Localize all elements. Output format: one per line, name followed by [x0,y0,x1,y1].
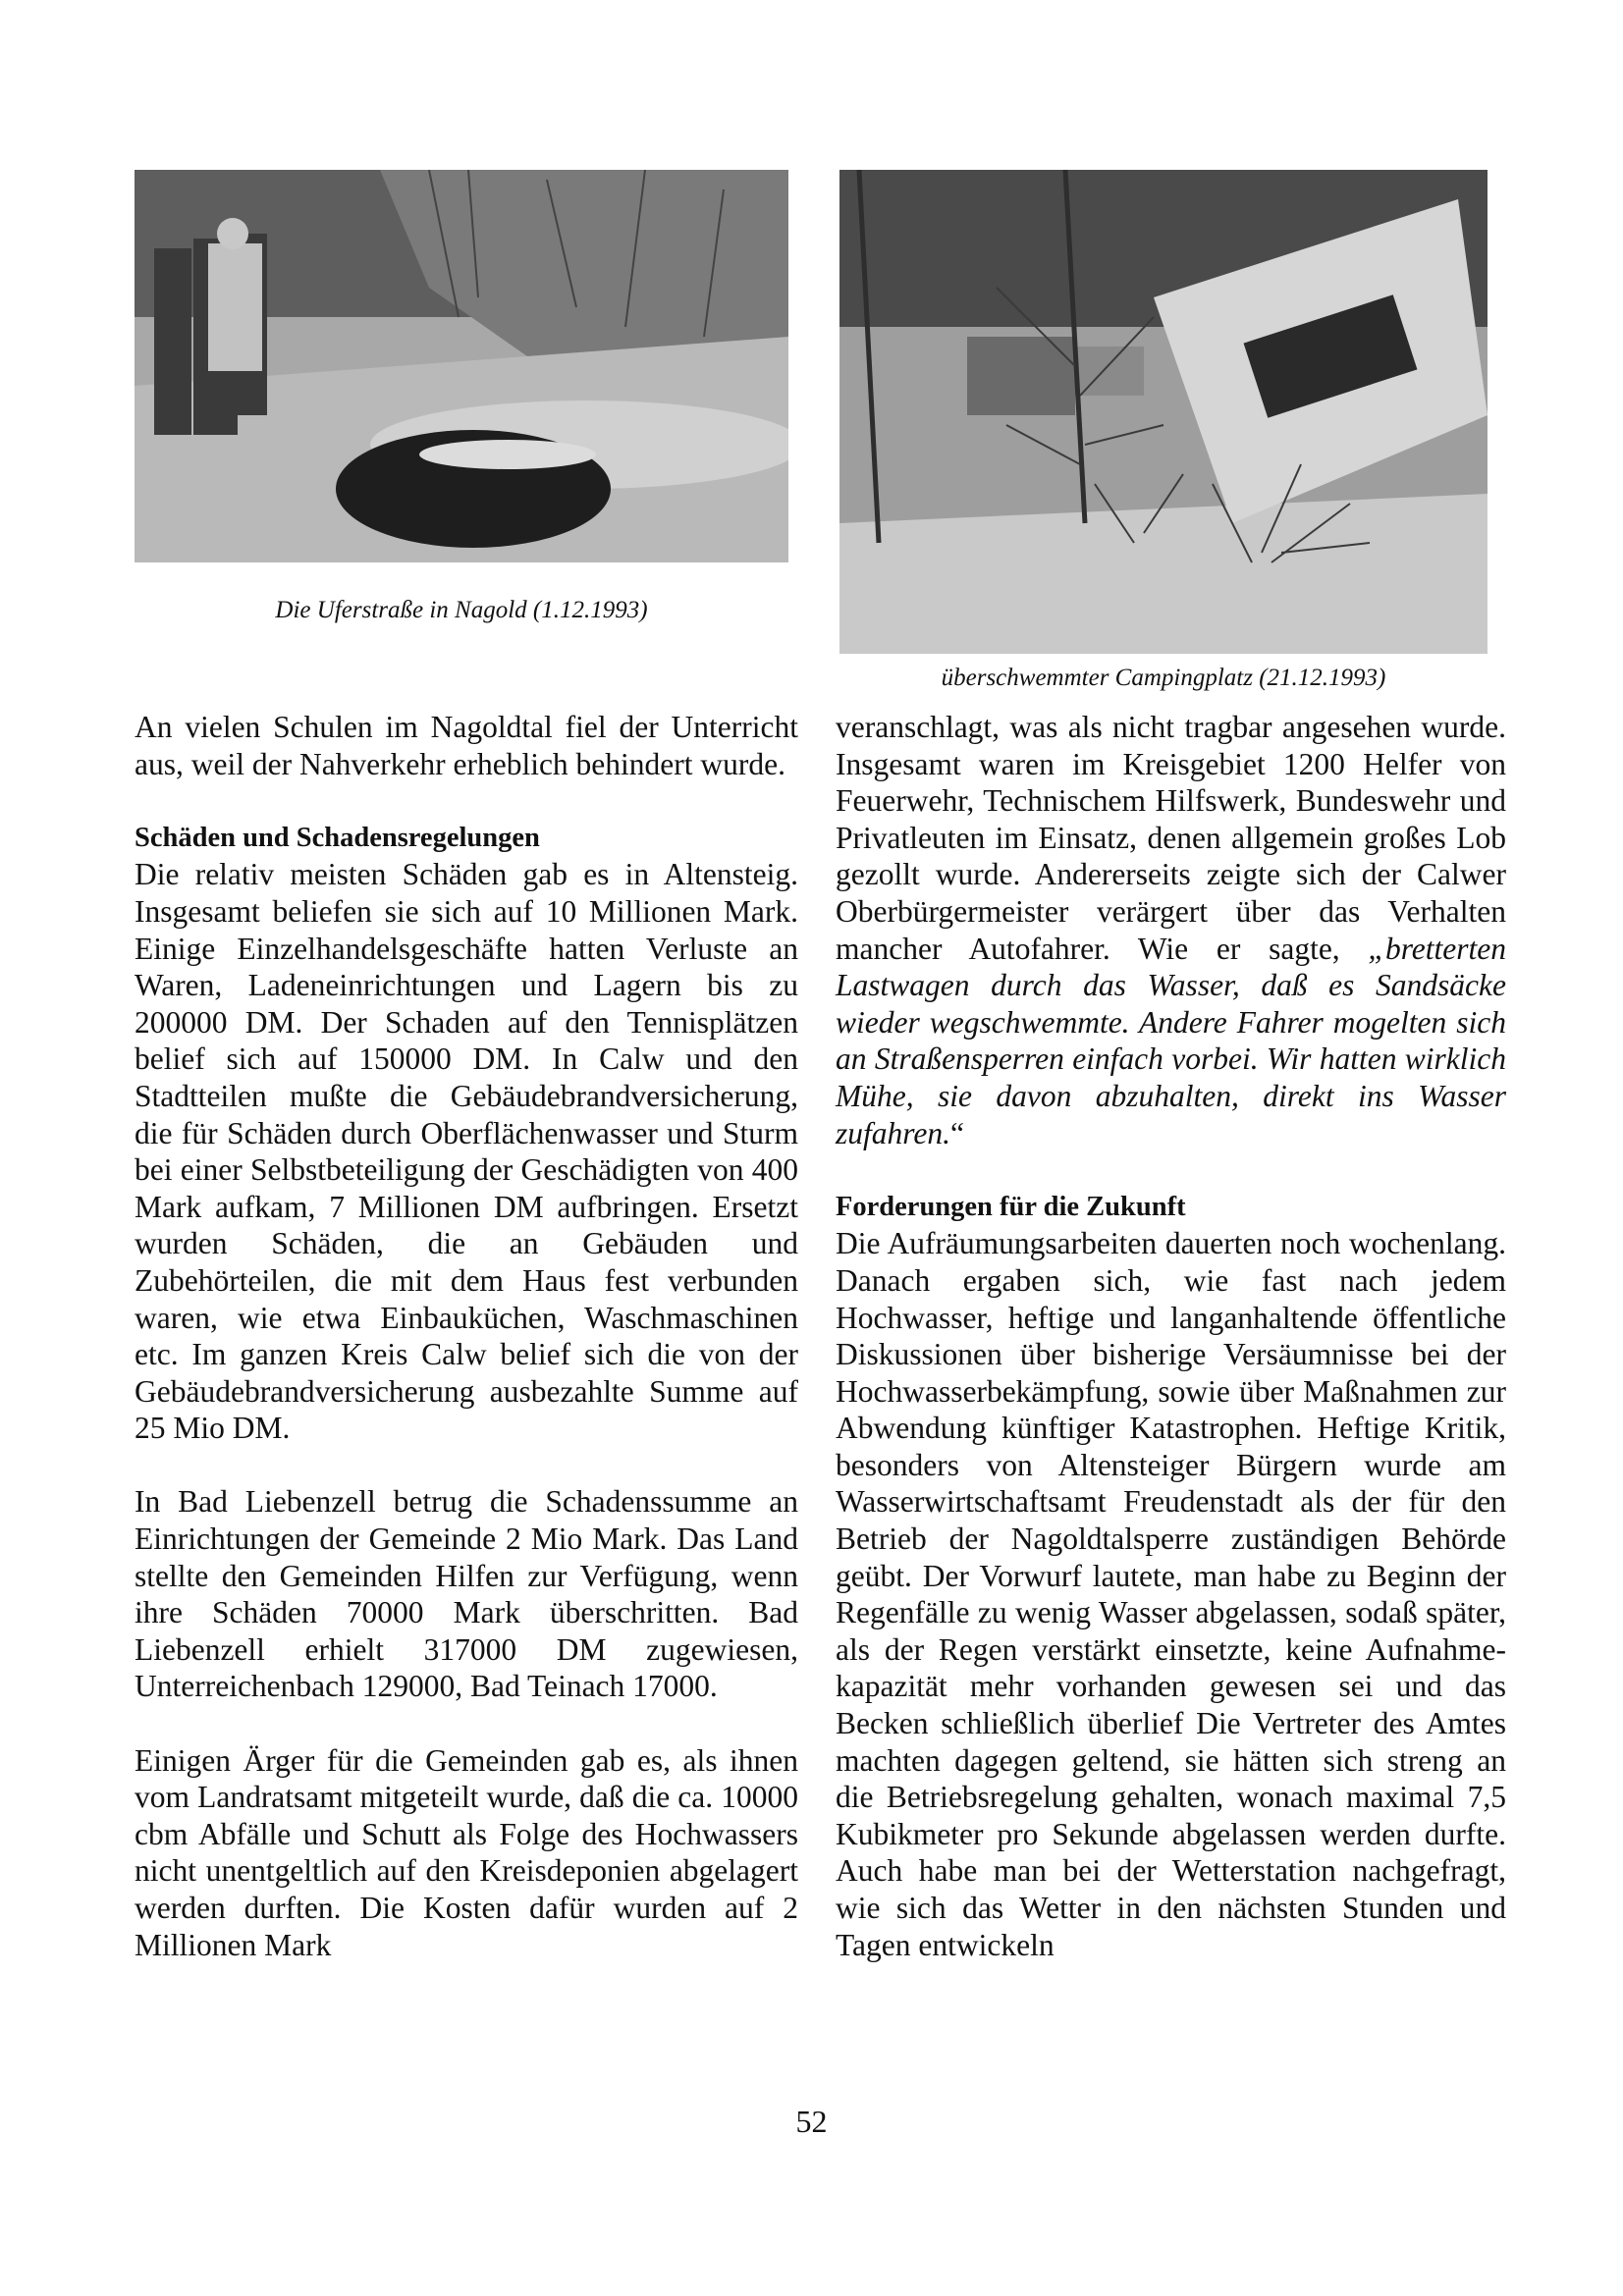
paragraph: Einigen Ärger für die Gemeinden gab es, als ihnen vom Landratsamt mitgeteilt wurde, daß die ca. 10000 cbm Abfälle und Schutt als Folge des Hochwassers nicht unentgeltlich auf den Kreisdeponien abgelagert werden durften. Die Kosten dafür wurden auf 2 Millionen Mark [135,1742,798,1962]
page-number: 52 [795,2104,828,2139]
paragraph: Die relativ meisten Schäden gab es in Altensteig. Insgesamt beliefen sie sich auf 10 Millionen Mark. Einige Einzelhandelsgeschäfte hatten Verluste an Waren, Ladeneinrichtungen und Lagern bis zu 200000 DM. Der Schaden auf den Tennisplätzen belief sich auf 150000 DM. In Calw und den Stadtteilen mußte die Gebäudebrandversicherung, die für Schäden durch Oberflächenwasser und Sturm bei einer Selbstbeteiligung der Geschädigten von 400 Mark aufkam, 7 Millionen DM aufbringen. Ersetzt wurden Schäden, die an Gebäuden und Zubehörteilen, die mit dem Haus fest verbunden waren, wie etwa Einbauküchen, Waschmaschinen etc. Im ganzen Kreis Calw belief sich die von der Gebäudebrandversicherung ausbezahlte Summe auf 25 Mio DM. [135,857,798,1446]
paragraph [836,709,1506,1151]
paragraph-text: veranschlagt, was als nicht tragbar angesehen wurde. Insgesamt waren im Kreisgebiet 1200 Helfer von Feuerwehr, Technischem Hilfswerk, Bundeswehr und Privatleuten im Einsatz, denen allgemein großes Lob gezollt wurde. Andererseits zeigte sich der Calwer Oberbürgermeister verärgert über das Verhalten mancher Autofahrer. Wie er sagte, [836,710,1506,966]
photo-campingplatz [839,170,1488,654]
paragraph: Die Aufräumungsarbeiten dauerten noch wochenlang. Danach ergaben sich, wie fast nach jedem Hochwasser, heftige und langanhaltende öffentliche Diskussionen über bisherige Versäumnisse bei der Hochwasserbekämpfung, sowie über Maßnahmen zur Abwendung künftiger Katastrophen. Heftige Kritik, besonders von Altensteiger Bürgern wurde am Wasserwirtschaftsamt Freudenstadt als der für den Betrieb der Nagoldtalsperre zuständigen Behörde geübt. Der Vorwurf lautete, man habe zu Beginn der Regenfälle zu wenig Wasser abgelassen, sodaß später, als der Regen verstärkt einsetzte, keine Aufnahme-kapazität mehr vorhanden gewesen sei und das Becken schließlich überlief Die Vertreter des Amtes machten dagegen geltend, sie hätten sich streng an die Betriebsregelung gehalten, wonach maximal 7,5 Kubikmeter pro Sekunde abgelassen werden durfte. Auch habe man bei der Wetterstation nachgefragt, wie sich das Wetter in den nächsten Stunden und Tagen entwickeln [836,1226,1506,1962]
photo-uferstrasse [135,170,788,562]
paragraph: In Bad Liebenzell betrug die Schadenssumme an Einrichtungen der Gemeinde 2 Mio Mark. Das Land stellte den Gemeinden Hilfen zur Verfügung, wenn ihre Schäden 70000 Mark überschritten. Bad Liebenzell erhielt 317000 DM zugewiesen, Unterreichenbach 129000, Bad Teinach 17000. [135,1484,798,1704]
paragraph: An vielen Schulen im Nagoldtal fiel der Unterricht aus, weil der Nahverkehr erheblich behindert wurde. [135,710,798,781]
left-text-column [135,709,798,1963]
figure-caption: Die Uferstraße in Nagold (1.12.1993) [275,597,648,623]
section-heading: Schäden und Schadensregelungen [135,822,540,853]
section-heading: Forderungen für die Zukunft [836,1191,1186,1222]
right-text-column [836,709,1506,1963]
mayor-quote: „bretterten Lastwagen durch das Wasser, daß es Sandsäcke wieder wegschwemmte. Andere Fahrer mogelten sich an Straßensperren einfach vorbei. Wir hatten wirklich Mühe, sie davon abzuhalten, direkt ins Wasser zufahren. [836,931,1506,1150]
quote-close-mark: “ [949,1115,964,1150]
figure-caption: überschwemmter Campingplatz (21.12.1993) [941,665,1386,691]
